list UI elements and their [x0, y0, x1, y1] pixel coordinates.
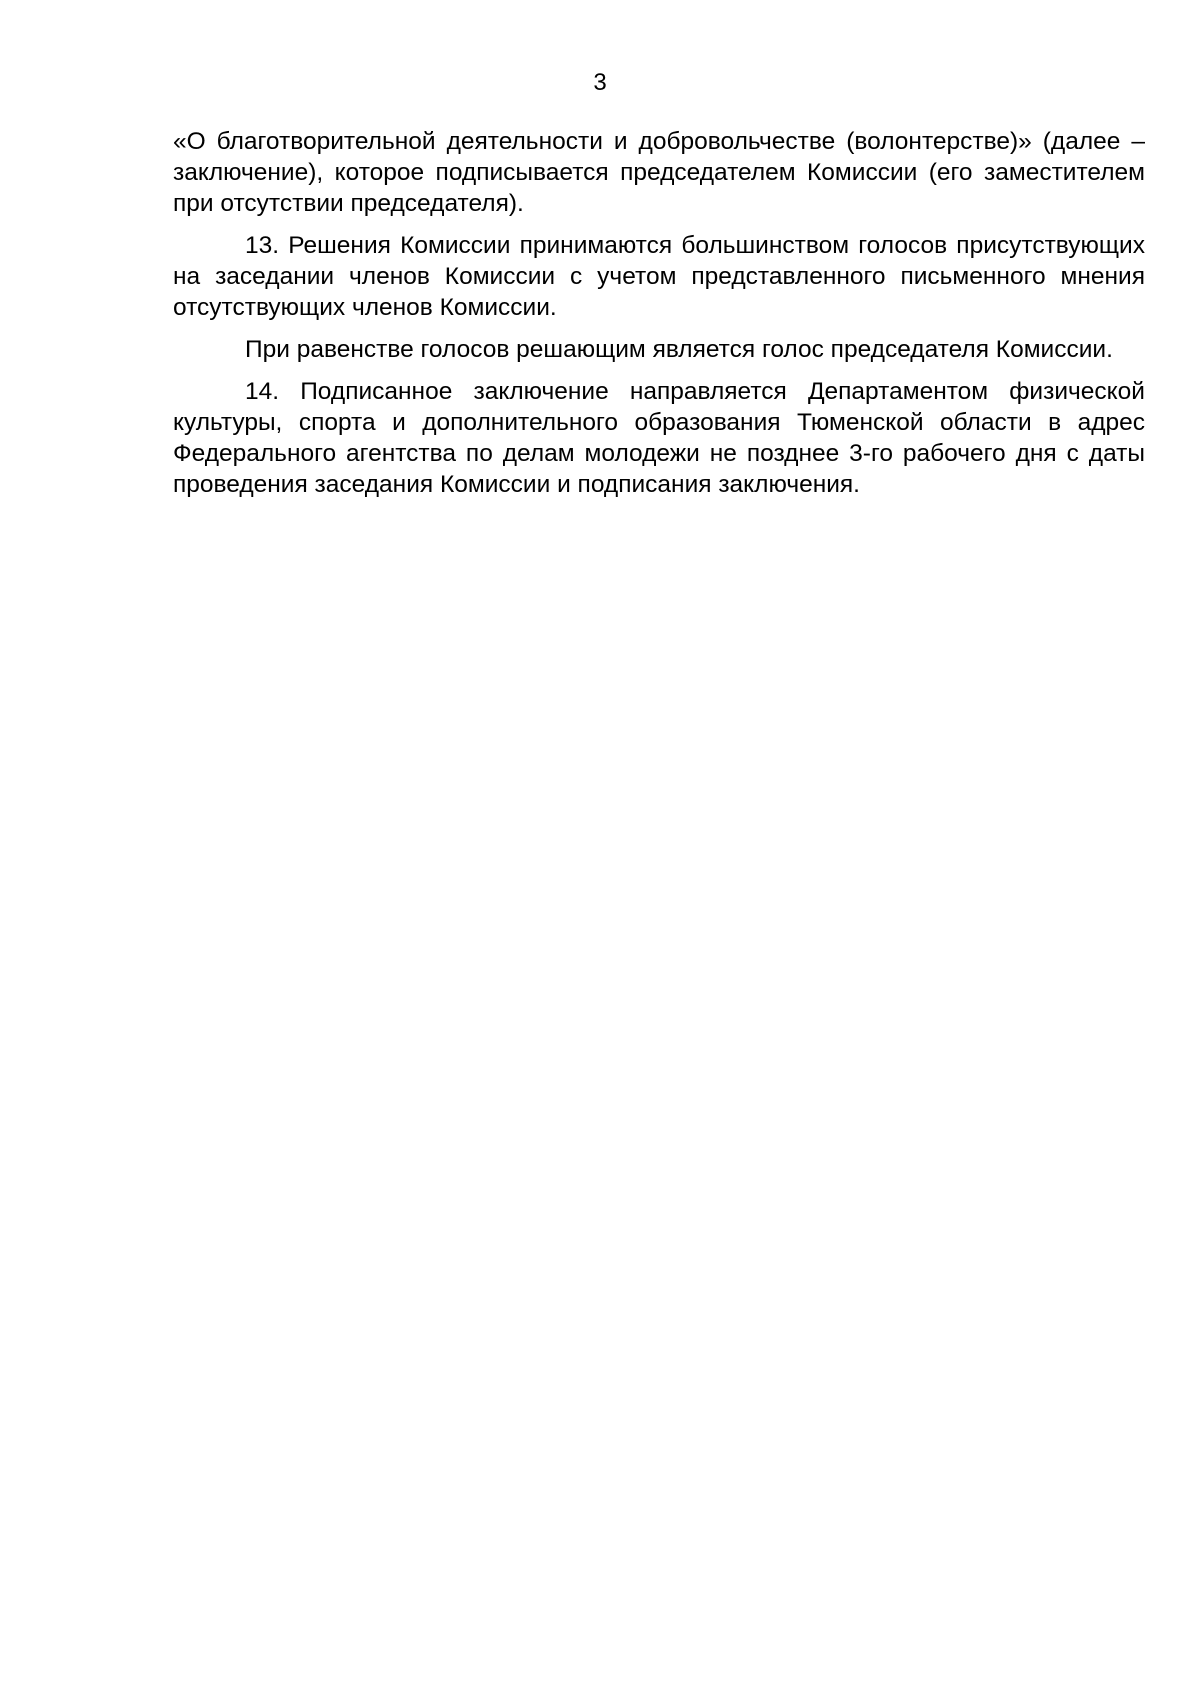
paragraph-tie-vote: При равенстве голосов решающим является голос председателя Комиссии.	[245, 336, 1113, 363]
paragraph-item-14: 14. Подписанное заключение направляется Департаментом физической культуры, спорта и дополнительного образования Тюменской области в адрес Федерального агентства по делам молодежи не позднее 3-го рабочего дня с даты проведения заседания Комиссии и подписания заключения.	[173, 378, 1145, 498]
document-body	[173, 126, 1145, 500]
paragraph-continuation: «О благотворительной деятельности и добровольчестве (волонтерстве)» (далее – заключение), которое подписывается председателем Комиссии (его заместителем при отсутствии председателя).	[173, 128, 1145, 217]
page-number: 3	[593, 69, 607, 96]
paragraph-item-13: 13. Решения Комиссии принимаются большинством голосов присутствующих на заседании членов Комиссии с учетом представленного письменного мнения отсутствующих членов Комиссии.	[173, 232, 1145, 321]
